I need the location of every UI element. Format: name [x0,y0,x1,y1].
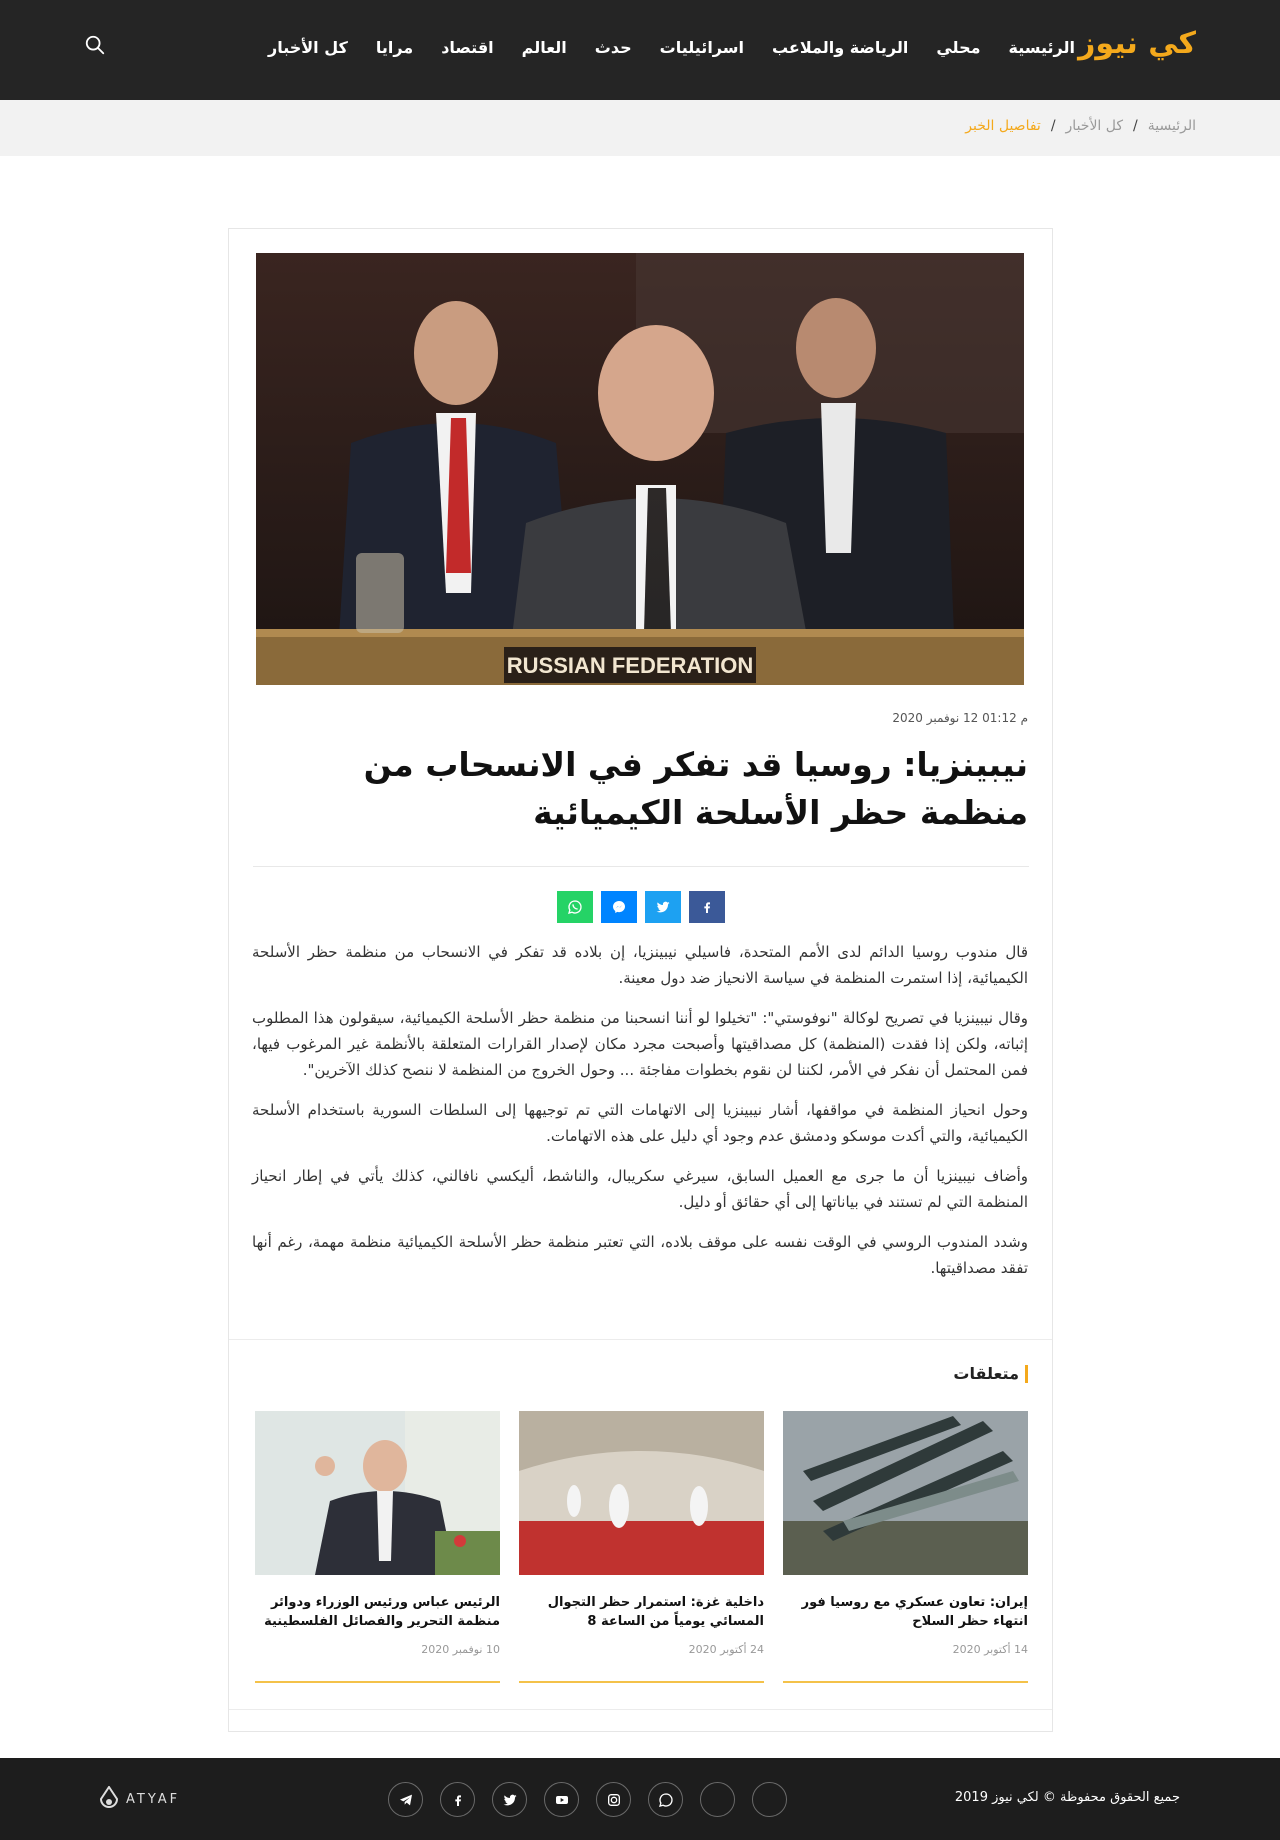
breadcrumb-all-news[interactable]: كل الأخبار [1065,118,1124,134]
twitter-icon [655,899,671,915]
related-date: 10 نوفمبر 2020 [421,1643,500,1656]
site-header [0,0,1280,100]
nav-item-home[interactable]: الرئيسية [1008,38,1075,57]
related-date: 14 أكتوبر 2020 [952,1643,1028,1656]
whatsapp-share-button[interactable] [557,891,593,923]
breadcrumb-bar [0,100,1280,156]
breadcrumb-current: تفاصيل الخبر [965,118,1041,134]
breadcrumb-separator: / [1050,118,1056,134]
messenger-icon [611,899,627,915]
related-heading-label: متعلقات [953,1364,1019,1383]
nav-item-local[interactable]: محلي [936,38,981,57]
atyaf-brand[interactable] [98,1786,180,1812]
related-title[interactable]: داخلية غزة: استمرار حظر التجوال المسائي يومياً من الساعة 8 [547,1595,764,1629]
article-paragraph: وحول انحياز المنظمة في مواقفها، أشار نيبينزيا إلى الاتهامات التي تم توجيهها إلى السلطات السورية باستخدام الأسلحة الكيميائية، والتي أكدت موسكو ودمشق عدم وجود أي دليل على هذه الاتهامات. [252,1101,1028,1145]
related-title[interactable]: إيران: تعاون عسكري مع روسيا فور انتهاء حظر السلاح [801,1595,1028,1629]
messenger-share-button[interactable] [601,891,637,923]
instagram-link[interactable] [596,1782,631,1817]
site-logo[interactable]: كي نيوز [1078,26,1196,61]
telegram-icon [398,1792,414,1808]
facebook-icon [699,899,715,915]
copyright: جميع الحقوق محفوظة © لكي نيوز 2019 [954,1790,1180,1805]
nav-item-economy[interactable]: اقتصاد [441,38,494,57]
related-thumbnail[interactable] [783,1411,1028,1575]
related-underline [519,1681,764,1683]
whatsapp-icon [658,1792,674,1808]
article-date: م 01:12 12 نوفمبر 2020 [892,711,1028,725]
related-underline [783,1681,1028,1683]
article-card [228,228,1053,1732]
site-footer [0,1758,1280,1840]
instagram-icon [606,1792,622,1808]
related-title[interactable]: الرئيس عباس ورئيس الوزراء ودوائر منظمة التحرير والفصائل الفلسطينية [264,1595,500,1629]
article-title: نيبينزيا: روسيا قد تفكر في الانسحاب من منظمة حظر الأسلحة الكيميائية [363,745,1028,832]
nav-item-all-news[interactable]: كل الأخبار [267,38,348,57]
divider [253,866,1029,867]
related-heading [953,1364,1028,1383]
whatsapp-icon [567,899,583,915]
youtube-icon [554,1792,570,1808]
twitter-link[interactable] [492,1782,527,1817]
facebook-icon [450,1792,466,1808]
nav-item-event[interactable]: حدث [594,38,632,57]
nav-item-sports[interactable]: الرياضة والملاعب [771,38,909,57]
article-paragraph: قال مندوب روسيا الدائم لدى الأمم المتحدة، فاسيلي نيبينزيا، إن بلاده قد تفكر في الانسحاب من منظمة حظر الأسلحة الكيميائية، إذا استمرت المنظمة في سياسة الانحياز ضد دول معينة. [252,943,1028,987]
heading-accent-bar [1025,1365,1028,1383]
article-paragraph: وقال نيبينزيا في تصريح لوكالة "نوفوستي": "تخيلوا لو أننا انسحبنا من منظمة حظر الأسلحة الكيميائية، سيقولون هذا المطلوب إثباته، ولكن إذا فقدت (المنظمة) كل مصداقيتها وأصبحت مجرد مكان لإصدار القرارات المتعلقة بالأنظمة غير المرغوب فيها، فمن المحتمل أن نفكر في الأمر، لكننا لن نقوم بخطوات مفاجئة ... وحول الخروج من المنظمة لا ننصح كذلك الآخرين". [252,1009,1028,1079]
article-hero-image [256,253,1024,685]
facebook-link[interactable] [440,1782,475,1817]
telegram-link[interactable] [388,1782,423,1817]
social-link-blank[interactable] [700,1782,735,1817]
related-date: 24 أكتوبر 2020 [688,1643,764,1656]
nav-item-mirrors[interactable]: مرايا [375,38,414,57]
related-item[interactable] [519,1411,764,1683]
main-nav [268,38,1075,57]
twitter-share-button[interactable] [645,891,681,923]
article-body [252,939,1028,1295]
nav-item-israeli[interactable]: اسرائيليات [659,38,744,57]
nav-item-world[interactable]: العالم [521,38,567,57]
whatsapp-link[interactable] [648,1782,683,1817]
facebook-share-button[interactable] [689,891,725,923]
breadcrumb-separator: / [1133,118,1138,134]
nameplate-text: RUSSIAN FEDERATION [506,653,754,678]
social-link-blank[interactable] [752,1782,787,1817]
divider [229,1709,1052,1710]
related-thumbnail[interactable] [519,1411,764,1575]
divider [229,1339,1052,1340]
share-buttons [557,891,725,923]
youtube-link[interactable] [544,1782,579,1817]
search-icon[interactable] [84,34,106,56]
social-links [388,1782,787,1817]
breadcrumb-home[interactable]: الرئيسية [1147,118,1196,134]
related-item[interactable] [783,1411,1028,1683]
article-paragraph: وشدد المندوب الروسي في الوقت نفسه على موقف بلاده، التي تعتبر منظمة حظر الأسلحة الكيميائية منظمة مهمة، رغم أنها تفقد مصداقيتها. [252,1233,1028,1277]
related-item[interactable] [255,1411,500,1683]
atyaf-label: ATYAF [126,1791,181,1807]
article-paragraph: وأضاف نيبينزيا أن ما جرى مع العميل السابق، سيرغي سكريبال، والناشط، أليكسي نافالني، كذلك يأتي في إطار انحياز المنظمة التي لم تستند في بياناتها إلى أي حقائق أو دليل. [252,1167,1028,1211]
twitter-icon [502,1792,518,1808]
related-underline [255,1681,500,1683]
related-thumbnail[interactable] [255,1411,500,1575]
atyaf-logo-icon [98,1786,120,1812]
breadcrumb [965,118,1196,134]
